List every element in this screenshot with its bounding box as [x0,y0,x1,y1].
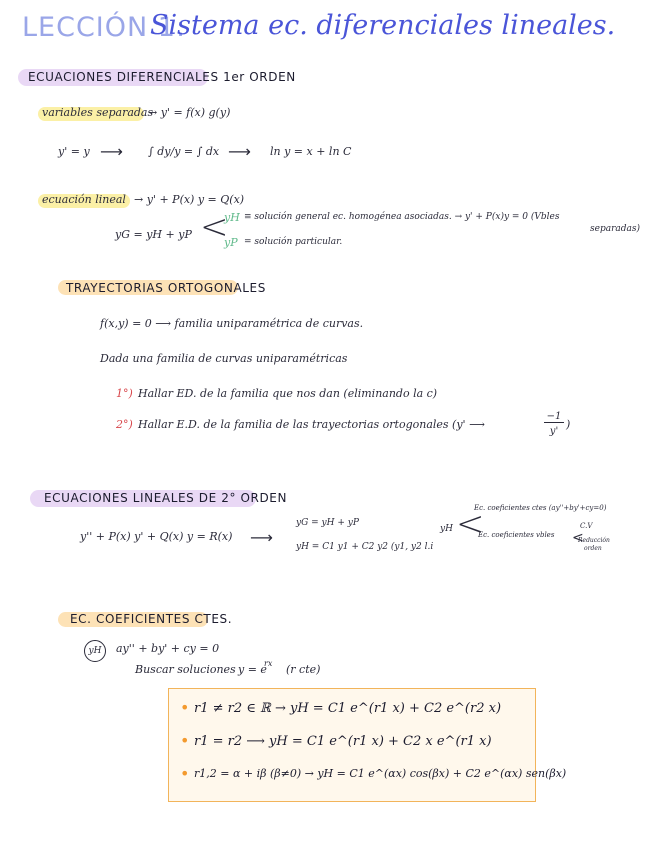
lineal-formula: → y' + P(x) y = Q(x) [134,193,245,206]
homogeneous-equation: ay'' + by' + cy = 0 [116,642,220,655]
var-sep-formula: → y' = f(x) g(y) [148,106,231,119]
yp-label: yP [224,236,238,249]
solution-exponent: rx [264,659,273,668]
case-double-root: r1 = r2 ⟶ yH = C1 e^(r1 x) + C2 x e^(r1 x) [194,734,492,749]
yh-linear-combination: yH = C1 y1 + C2 y2 (y1, y2 l.i [296,542,434,552]
brace-icon: < [572,530,584,546]
yh-circle: yH [84,640,106,662]
lineal-label: ecuación lineal [42,193,126,206]
arrow: ⟶ [100,142,123,161]
order-label: orden [584,545,602,552]
family-definition: f(x,y) = 0 ⟶ familia uniparamétrica de curvas. [100,317,364,330]
r-constant: (r cte) [286,663,321,676]
var-sep-integral: ∫ dy/y = ∫ dx [148,145,220,158]
change-variable: C.V [580,522,593,530]
brace-icon: < [200,207,229,247]
section-heading-second-order: ECUACIONES LINEALES DE 2° ORDEN [44,491,288,505]
yg-decomposition: yG = yH + yP [115,228,192,241]
arrow: ⟶ [228,142,251,161]
fraction-numerator: −1 [544,411,564,423]
var-sep-label: variables separadas [42,106,154,119]
bullet-icon: • [180,731,190,750]
yg-decomposition-2: yG = yH + yP [296,518,359,528]
section-heading-first-order: ECUACIONES DIFERENCIALES 1er ORDEN [28,70,296,84]
solution-form: y = e [238,663,267,676]
given-family: Dada una familia de curvas uniparamétricas [100,352,348,365]
bullet-icon: • [180,764,190,783]
brace-icon: < [456,504,485,544]
fraction-denominator: y' [549,426,559,437]
yh-description-extra: separadas) [590,224,640,234]
var-sep-lhs: y' = y [58,145,90,158]
coef-ctes: Ec. coeficientes ctes (ay''+by'+cy=0) [474,504,607,512]
lesson-label: LECCIÓN 1: [22,12,187,43]
section-heading-trajectories: TRAYECTORIAS ORTOGONALES [66,281,266,295]
search-solutions: Buscar soluciones [135,663,236,676]
case-complex-roots: r1,2 = α + iβ (β≠0) → yH = C1 e^(αx) cos(βx) + C2 e^(αx) sen(βx) [194,767,567,780]
second-order-equation: y'' + P(x) y' + Q(x) y = R(x) [80,530,233,543]
yh-label: yH [224,211,240,224]
step2-number: 2°) [116,418,133,431]
step1-text: Hallar ED. de la familia que nos dan (eliminando la c) [138,387,438,400]
arrow: ⟶ [250,528,273,547]
coef-vbles: Ec. coeficientes vbles [478,531,555,539]
yh-description: ≡ solución general ec. homogénea asociadas. → y' + P(x)y = 0 (Vbles [244,212,560,222]
bullet-icon: • [180,698,190,717]
yh-label-2: yH [440,524,453,534]
step1-number: 1°) [116,387,133,400]
step2-close: ) [566,418,571,431]
page-title: Sistema ec. diferenciales lineales. [150,10,616,41]
section-heading-constant-coefficients: EC. COEFICIENTES CTES. [70,612,233,626]
var-sep-result: ln y = x + ln C [270,145,352,158]
yp-description: = solución particular. [244,237,343,247]
step2-text: Hallar E.D. de la familia de las trayectorias ortogonales (y' ⟶ [138,418,485,431]
case-distinct-real-roots: r1 ≠ r2 ∈ ℝ → yH = C1 e^(r1 x) + C2 e^(r2 x) [194,701,502,716]
reduction-label: Reducción [578,537,610,544]
